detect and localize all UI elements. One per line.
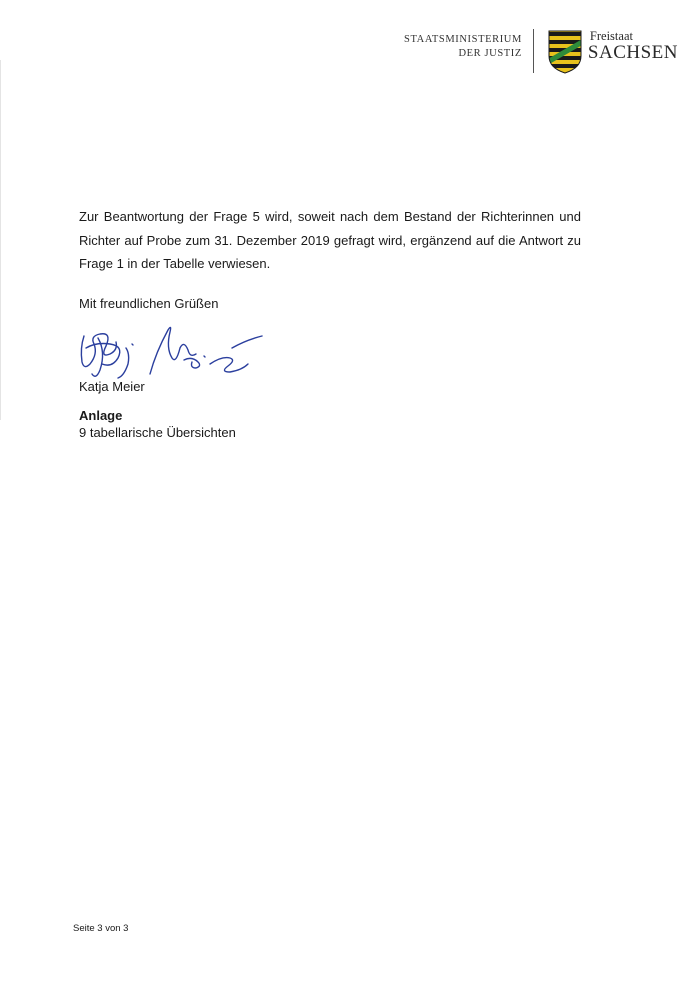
body-paragraph: Zur Beantwortung der Frage 5 wird, soweit nach dem Bestand der Richterinnen und Richter auf Probe zum 31. Dezember 2019 gefragt wird, ergänzend auf die Antwort zu Frage 1 in der Tabelle verwiesen. [79,209,581,271]
attachment-heading: Anlage [79,408,123,423]
saxony-coat-of-arms-icon [548,30,582,74]
attachment-description: 9 tabellarische Übersichten [79,425,236,440]
ministry-line-2: DER JUSTIZ [458,48,522,59]
state-name-small: Freistaat [589,29,633,43]
ministry-line-1: STAATSMINISTERIUM [404,34,522,45]
page-edge-line [0,60,1,420]
state-name [588,28,678,63]
letterhead [404,28,678,78]
page-number: Seite 3 von 3 [73,923,129,934]
signer-name: Katja Meier [79,379,145,394]
state-name-large: SACHSEN [587,42,678,63]
ministry-name [404,33,533,61]
letterhead-divider [533,29,534,73]
closing-greeting: Mit freundlichen Grüßen [79,296,219,311]
